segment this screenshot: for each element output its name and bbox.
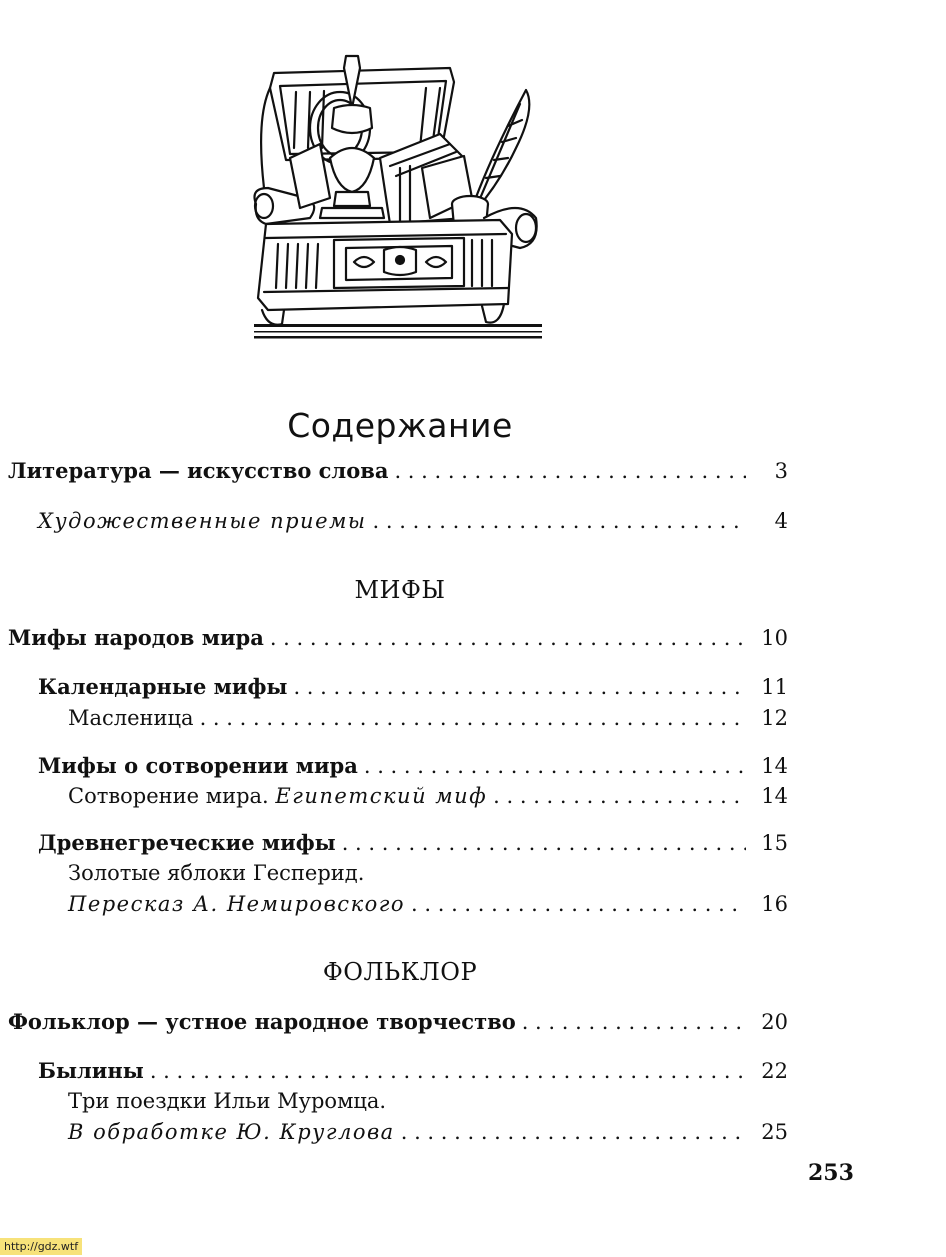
page-number: 253 (808, 1160, 854, 1186)
dot-leader (493, 781, 746, 811)
toc-entry-title: Мифы о сотворении мира (38, 753, 358, 778)
toc-entry-title: Художественные приемы (38, 509, 367, 533)
section-heading-folklore: ФОЛЬКЛОР (322, 958, 478, 986)
toc-entry-page: 14 (761, 754, 788, 778)
page-title: Содержание (287, 406, 513, 446)
dot-leader (293, 672, 746, 702)
toc-entry-folklore[interactable] (8, 1007, 788, 1037)
dot-leader (522, 1007, 746, 1037)
toc-entry-title (68, 781, 487, 811)
toc-entry-page: 3 (774, 459, 788, 483)
toc-entry-title-plain: Сотворение мира. (68, 784, 276, 808)
toc-entry-maslenitsa[interactable] (68, 703, 788, 733)
toc-entry-title: Пересказ А. Немировского (68, 892, 406, 916)
toc-entry-ilya[interactable] (68, 1117, 788, 1147)
toc-entry-page: 15 (761, 831, 788, 855)
toc-entry-title: Мифы народов мира (8, 625, 264, 650)
toc-entry-hesperides[interactable] (68, 889, 788, 919)
dot-leader (394, 456, 746, 486)
toc-entry-ilya-title: Три поездки Ильи Муромца. (68, 1089, 387, 1113)
toc-entry-title: Былины (38, 1058, 144, 1083)
toc-entry-creation-myths[interactable] (38, 751, 788, 781)
dot-leader (150, 1056, 746, 1086)
dot-leader (373, 506, 746, 536)
toc-entry-title: Масленица (68, 706, 194, 730)
toc-entry-world-myths[interactable] (8, 623, 788, 653)
toc-entry-page: 10 (761, 626, 788, 650)
dot-leader (401, 1117, 746, 1147)
toc-entry-calendar-myths[interactable] (38, 672, 788, 702)
dot-leader (200, 703, 746, 733)
dot-leader (364, 751, 746, 781)
toc-entry-literature[interactable] (8, 456, 788, 486)
toc-entry-page: 20 (761, 1010, 788, 1034)
toc-entry-byliny[interactable] (38, 1056, 788, 1086)
dot-leader (270, 623, 746, 653)
dot-leader (342, 828, 746, 858)
toc-entry-hesperides-title: Золотые яблоки Гесперид. (68, 861, 365, 885)
toc-entry-page: 12 (761, 706, 788, 730)
section-heading-myths: МИФЫ (354, 576, 446, 604)
toc-entry-page: 16 (761, 892, 788, 916)
toc-entry-page: 4 (774, 509, 788, 533)
toc-entry-title: Литература — искусство слова (8, 458, 389, 483)
toc-entry-title: Календарные мифы (38, 674, 288, 699)
toc-entry-page: 11 (761, 675, 788, 699)
toc-entry-page: 14 (761, 784, 788, 808)
toc-entry-title: В обработке Ю. Круглова (68, 1120, 395, 1144)
toc-entry-page: 25 (761, 1120, 788, 1144)
toc-entry-art-devices[interactable] (38, 506, 788, 536)
toc-entry-page: 22 (761, 1059, 788, 1083)
toc-entry-creation-egypt[interactable] (68, 781, 788, 811)
dot-leader (411, 889, 746, 919)
toc-entry-title-italic: Египетский миф (275, 784, 488, 808)
chest-illustration (250, 48, 546, 340)
toc-entry-greek-myths[interactable] (38, 828, 788, 858)
toc-entry-title: Фольклор — устное народное творчество (8, 1009, 516, 1034)
toc-entry-title: Древнегреческие мифы (38, 830, 336, 855)
watermark-link[interactable]: http://gdz.wtf (0, 1238, 82, 1255)
